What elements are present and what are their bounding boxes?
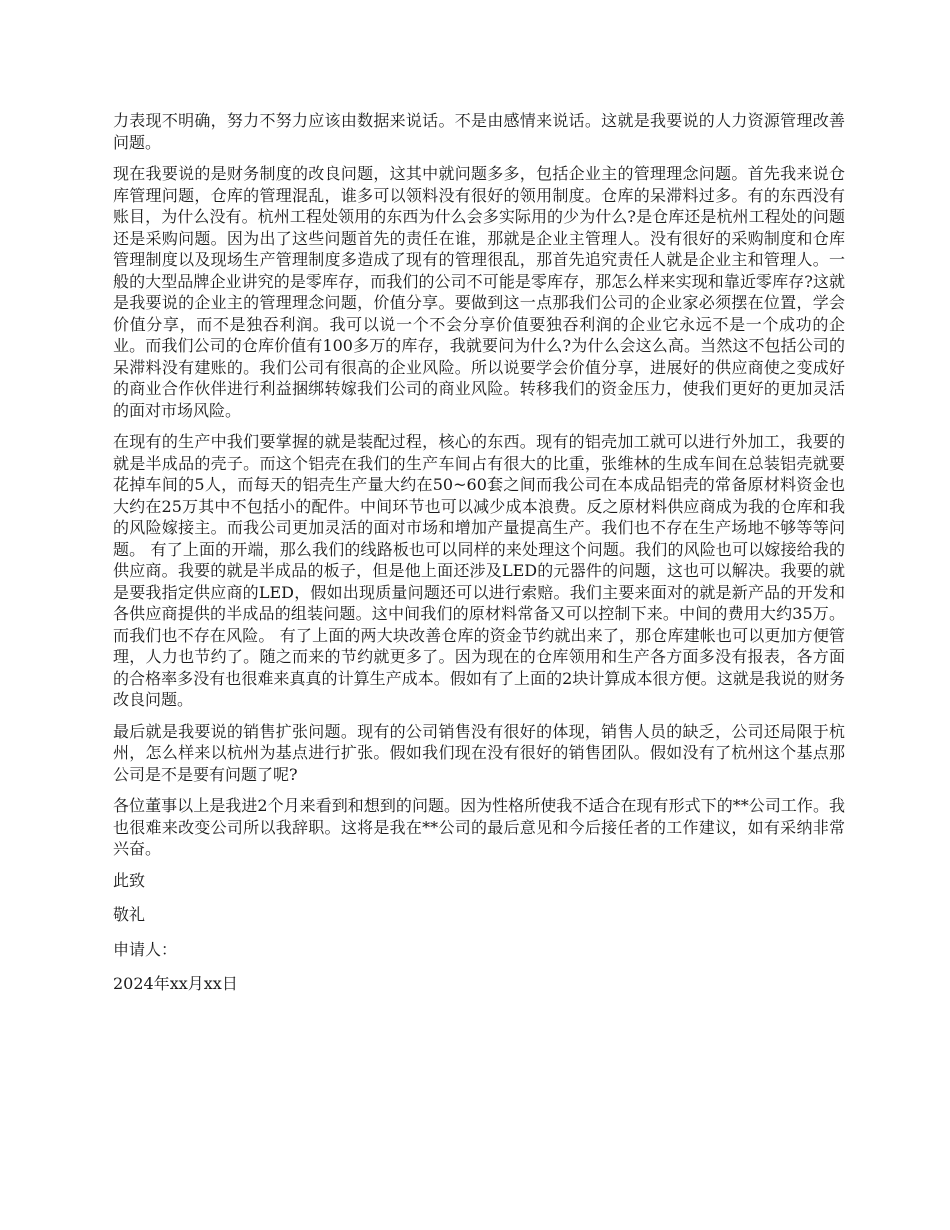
letter-date: 2024年xx月xx日: [113, 974, 238, 993]
applicant-label: 申请人：: [113, 939, 178, 959]
paragraph-sales-expansion: 最后就是我要说的销售扩张问题。现有的公司销售没有很好的体现，销售人员的缺乏，公司还局限于杭州，怎么样来以杭州为基点进行扩张。假如我们现在没有很好的销售团队。假如没有了杭州这个基点那公司是不是要有问题了呢?: [113, 721, 845, 784]
closing-regards: 敬礼: [113, 905, 146, 924]
paragraph-finance-warehouse: 现在我要说的是财务制度的改良问题，这其中就问题多多，包括企业主的管理理念问题。首先我来说仓库管理问题，仓库的管理混乱，谁多可以领料没有很好的领用制度。仓库的呆滞料过多。有的东西没有账目，为什么没有。杭州工程处领用的东西为什么会多实际用的少为什么?是仓库还是杭州工程处的问题还是采购问题。因为出了这些问题首先的责任在谁，那就是企业主管理人。没有很好的采购制度和仓库管理制度以及现场生产管理制度多造成了现有的管理很乱，那首先追究责任人就是企业主和管理人。一般的大型品牌企业讲究的是零库存，而我们的公司不可能是零库存，那怎么样来实现和靠近零库存?这就是我要说的企业主的管理理念问题，价值分享。要做到这一点那我们公司的企业家必须摆在位置，学会价值分享，而不是独吞利润。我可以说一个不会分享价值要独吞利润的企业它永远不是一个成功的企业。而我们公司的仓库价值有100多万的库存，我就要问为什么?为什么会这么高。当然这不包括公司的呆滞料没有建账的。我们公司有很高的企业风险。所以说要学会价值分享，进展好的供应商使之变成好的商业合作伙伴进行利益捆绑转嫁我们公司的商业风险。转移我们的资金压力，使我们更好的更加灵活的面对市场风险。: [113, 164, 845, 420]
closing-salutation: 此致: [113, 870, 146, 890]
paragraph-production-assembly: 在现有的生产中我们要掌握的就是装配过程，核心的东西。现有的铝壳加工就可以进行外加工，我要的就是半成品的壳子。而这个铝壳在我们的生产车间占有很大的比重，张维林的生成车间在总装铝壳就要花掉车间的5人，而每天的铝壳生产量大约在50~60套之间而我公司在本成品铝壳的常备原材料资金也大约在25万其中不包括小的配件。中间环节也可以减少成本浪费。反之原材料供应商成为我的仓库和我的风险嫁接主。而我公司更加灵活的面对市场和增加产量提高生产。我们也不存在生产场地不够等等问题。 有了上面的开端，那么我们的线路板也可以同样的来处理这个问题。我们的风险也可以嫁接给我的供应商。我要的就是半成品的板子，但是他上面还涉及LED的元器件的问题，这也可以解决。我要的就是要我指定供应商的LED，假如出现质量问题还可以进行索赔。我们主要来面对的就是新产品的开发和各供应商提供的半成品的组装问题。这中间我们的原材料常备又可以控制下来。中间的费用大约35万。而我们也不存在风险。 有了上面的两大块改善仓库的资金节约就出来了，那仓库建帐也可以更加方便管理，人力也节约了。随之而来的节约就更多了。因为现在的仓库领用和生产各方面多没有报表，各方面的合格率多没有也很难来真真的计算生产成本。假如有了上面的2块计算成本很方便。这就是我说的财务改良问题。: [113, 432, 845, 709]
paragraph-resignation: 各位董事以上是我进2个月来看到和想到的问题。因为性格所使我不适合在现有形式下的**公司工作。我也很难来改变公司所以我辞职。这将是我在**公司的最后意见和今后接任者的工作建议，如有采纳非常兴奋。: [113, 796, 845, 858]
paragraph-hr-summary: 力表现不明确，努力不努力应该由数据来说话。不是由感情来说话。这就是我要说的人力资源管理改善问题。: [113, 111, 845, 152]
letter-body: [113, 110, 845, 1008]
